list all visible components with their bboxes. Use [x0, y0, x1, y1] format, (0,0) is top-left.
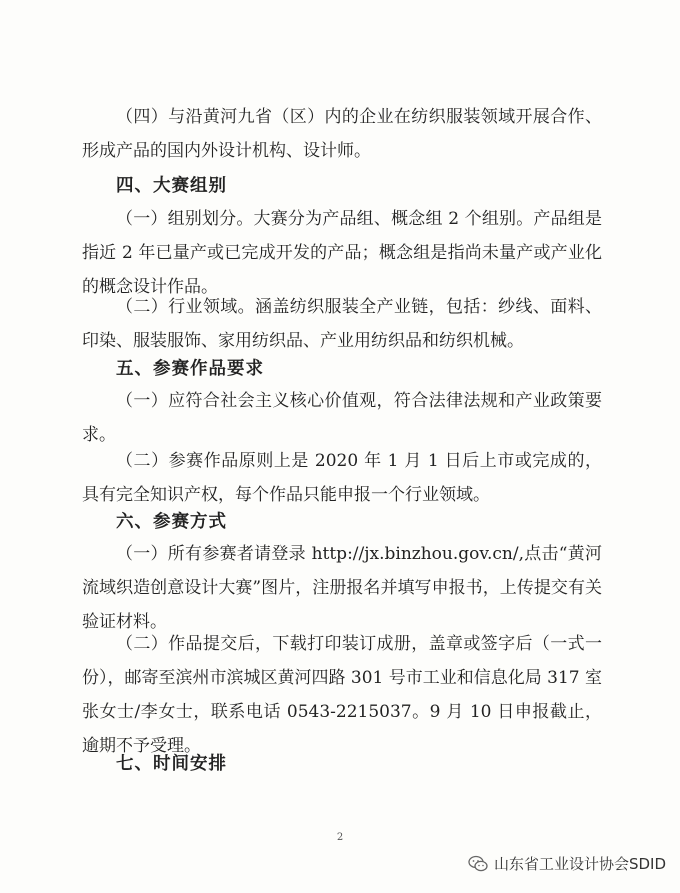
- paragraph-group-division: （一）组别划分。大赛分为产品组、概念组 2 个组别。产品组是指近 2 年已量产或已完成开发的产品；概念组是指尚未量产或产业化的概念设计作品。: [82, 209, 602, 297]
- section-heading-method: 六、参赛方式: [116, 512, 227, 532]
- section-heading-schedule: 七、时间安排: [116, 754, 227, 774]
- page-number: 2: [336, 832, 344, 843]
- wechat-icon: [468, 855, 488, 873]
- section-heading-requirements: 五、参赛作品要求: [116, 359, 264, 379]
- paragraph-industry-field: （二）行业领域。涵盖纺织服装全产业链，包括：纱线、面料、印染、服装服饰、家用纺织品、产业用纺织品和纺织机械。: [82, 297, 602, 351]
- watermark: [468, 853, 666, 874]
- paragraph-work-date: （二）参赛作品原则上是 2020 年 1 月 1 日后上市或完成的，具有完全知识产权，每个作品只能申报一个行业领域。: [82, 451, 602, 505]
- paragraph-registration: （一）所有参赛者请登录 http://jx.binzhou.gov.cn/,点击“黄河流域织造创意设计大赛”图片，注册报名并填写申报书，上传提交有关验证材料。: [82, 544, 602, 632]
- paragraph-submission: （二）作品提交后，下载打印装订成册，盖章或签字后（一式一份），邮寄至滨州市滨城区黄河四路 301 号市工业和信息化局 317 室张女士/李女士，联系电话 0543-2215037。9 月 10 日申报截止，逾期不予受理。: [82, 634, 603, 756]
- paragraph-item-four: （四）与沿黄河九省（区）内的企业在纺织服装领域开展合作、形成产品的国内外设计机构、设计师。: [82, 107, 602, 161]
- section-heading-groups: 四、大赛组别: [116, 176, 227, 196]
- paragraph-core-values: （一）应符合社会主义核心价值观，符合法律法规和产业政策要求。: [82, 391, 602, 445]
- watermark-text: 山东省工业设计协会SDID: [493, 855, 666, 873]
